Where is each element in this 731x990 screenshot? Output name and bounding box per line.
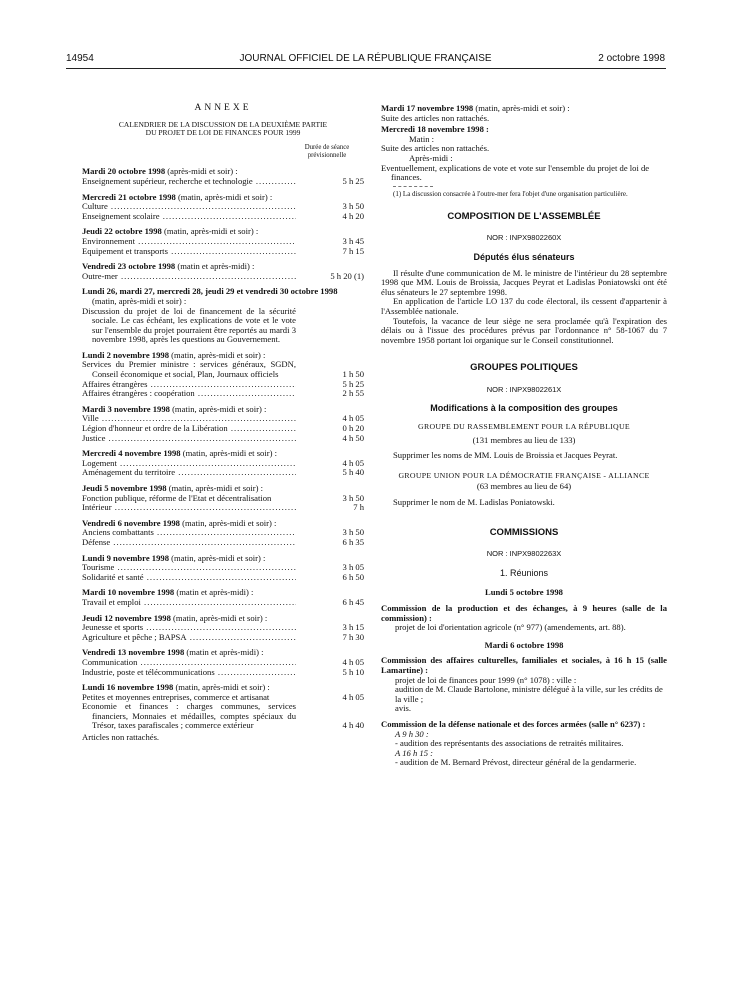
calendar-day xyxy=(82,588,364,607)
calendar-day xyxy=(82,262,364,281)
composition-paragraph: Il résulte d'une communication de M. le ministre de l'intérieur du 28 septembre 1998 que MM. Louis de Broissia, Jacques Peyrat et Ladislas Poniatowski ont été élus sénateurs le 27 septembre 1998. xyxy=(381,267,667,297)
day-date: Jeudi 12 novembre 1998 xyxy=(82,612,171,623)
agenda-label: Logement ..... xyxy=(82,459,296,469)
agenda-label: Discussion du projet de loi de financement de la sécurité sociale. Le cas échéant, les explications de vote et le vote sur l'ensemble du projet pourraient être reportés au mardi 3 novembre 1998, après les questions au Gouvernement. xyxy=(82,305,296,345)
calendar-day xyxy=(82,554,364,583)
calendar-title xyxy=(82,121,364,139)
agenda-duration: 3 h 15 xyxy=(342,622,364,633)
day-session: (matin, après-midi et soir) : xyxy=(92,295,187,306)
agenda-row xyxy=(82,360,364,379)
composition-subtitle: Députés élus sénateurs xyxy=(473,251,575,262)
day-date: Jeudi 22 octobre 1998 xyxy=(82,226,162,237)
day-date: Mercredi 18 novembre 1998 : xyxy=(381,124,489,135)
day-heading xyxy=(82,193,364,203)
commissions-subtitle: 1. Réunions xyxy=(499,567,549,578)
agenda-label: Industrie, poste et télécommunications ..... xyxy=(82,668,296,678)
agenda-duration: 7 h 30 xyxy=(342,631,364,642)
day-heading xyxy=(82,648,364,658)
agenda-duration: 7 h xyxy=(353,502,364,513)
day-session: (matin et après-midi) : xyxy=(184,647,264,658)
calendar-day xyxy=(82,648,364,677)
day-heading xyxy=(82,227,364,237)
group-name: GROUPE UNION POUR LA DÉMOCRATIE FRANÇAISE - ALLIANCE xyxy=(398,470,650,480)
agenda-duration: 4 h 05 xyxy=(342,457,364,468)
agenda-row xyxy=(82,272,364,282)
calendar-day xyxy=(82,167,364,186)
day-session: (matin, après-midi et soir) : xyxy=(161,226,259,237)
agenda-row xyxy=(82,563,364,573)
commissions-nor: NOR : INPX9802263X xyxy=(486,549,562,559)
groupes-heading: GROUPES POLITIQUES xyxy=(470,362,578,374)
agenda-label: Agriculture et pêche ; BAPSA ..... xyxy=(82,633,296,643)
agenda-duration: 3 h 50 xyxy=(342,527,364,538)
agenda-item: avis. xyxy=(395,703,411,714)
agenda-line: Après-midi : xyxy=(409,152,453,163)
agenda-row xyxy=(82,623,364,633)
calendar-day xyxy=(82,614,364,643)
commission-name: Commission des affaires culturelles, familiales et sociales, à 16 h 15 (salle Lamartine) : xyxy=(381,655,667,675)
agenda-label: Fonction publique, réforme de l'Etat et décentralisation xyxy=(82,492,272,503)
meeting-date: Mardi 6 octobre 1998 xyxy=(484,639,564,650)
calendar-day xyxy=(82,519,364,548)
commissions-heading: COMMISSIONS xyxy=(489,526,559,538)
day-heading xyxy=(82,405,364,415)
agenda-row xyxy=(82,702,364,731)
day-session: (matin, après-midi et soir) : xyxy=(175,191,273,202)
commission-entry xyxy=(381,604,667,623)
day-session: (matin et après-midi) : xyxy=(175,261,255,272)
calendar-tail: Articles non rattachés. xyxy=(82,732,160,743)
calendar-title-line: DU PROJET DE LOI DE FINANCES POUR 1999 xyxy=(145,128,301,138)
agenda-line: Suite des articles non rattachés. xyxy=(381,143,490,154)
agenda-label: Equipement et transports ..... xyxy=(82,247,296,257)
agenda-item: projet de loi d'orientation agricole (n° 977) (amendements, art. 88). xyxy=(395,622,626,633)
agenda-label: Petites et moyennes entreprises, commerce et artisanat xyxy=(82,691,270,702)
calendar-continuation xyxy=(381,104,667,183)
agenda-label: Justice ..... xyxy=(82,434,296,444)
day-date: Vendredi 23 octobre 1998 xyxy=(82,261,176,272)
agenda-duration: 3 h 05 xyxy=(342,562,364,573)
agenda-duration: 2 h 55 xyxy=(342,388,364,399)
agenda-label: Jeunesse et sports ..... xyxy=(82,623,296,633)
day-date: Mercredi 21 octobre 1998 xyxy=(82,191,176,202)
day-session: (matin, après-midi et soir) : xyxy=(179,517,277,528)
day-date: Mardi 17 novembre 1998 xyxy=(381,103,474,113)
agenda-duration: 5 h 10 xyxy=(342,666,364,677)
day-heading xyxy=(82,588,364,598)
group-count: (63 membres au lieu de 64) xyxy=(476,481,572,492)
agenda-duration: 6 h 35 xyxy=(342,536,364,547)
agenda-duration: 3 h 50 xyxy=(342,492,364,503)
agenda-label: Communication ..... xyxy=(82,658,296,668)
calendar-days xyxy=(82,167,364,731)
day-session: (matin, après-midi et soir) : xyxy=(173,682,270,693)
agenda-duration: 4 h 05 xyxy=(342,656,364,667)
footnote-separator xyxy=(393,186,433,187)
agenda-duration: 3 h 50 xyxy=(342,201,364,212)
agenda-duration: 5 h 20 (1) xyxy=(330,270,364,281)
day-date: Lundi 9 novembre 1998 xyxy=(82,552,169,563)
agenda-row xyxy=(82,212,364,222)
day-heading xyxy=(82,167,364,177)
agenda-label: Anciens combattants ..... xyxy=(82,528,296,538)
agenda-label: Economie et finances : charges communes, services financiers, Monnaies et médailles, comptes spéciaux du Trésor, taxes parafiscales ; commerce extérieur xyxy=(82,701,296,731)
day-session: (matin, après-midi et soir) : xyxy=(473,103,570,113)
day-date: Mardi 3 novembre 1998 xyxy=(82,403,170,414)
day-heading xyxy=(82,519,364,529)
calendar-title-line: CALENDRIER DE LA DISCUSSION DE LA DEUXIÈME PARTIE xyxy=(118,119,328,129)
annexe-heading: ANNEXE xyxy=(194,103,252,113)
agenda-label: Enseignement scolaire ..... xyxy=(82,212,296,222)
day-session: (matin, après-midi et soir) : xyxy=(169,552,266,563)
agenda-duration: 6 h 50 xyxy=(342,571,364,582)
calendar-day xyxy=(381,125,667,183)
agenda-row xyxy=(82,434,364,444)
commission-entry xyxy=(381,656,667,675)
agenda-label: Affaires étrangères ..... xyxy=(82,380,296,390)
day-heading xyxy=(82,554,364,564)
group-change: Supprimer les noms de MM. Louis de Broissia et Jacques Peyrat. xyxy=(393,450,618,461)
agenda-row xyxy=(82,247,364,257)
day-session: (matin, après-midi et soir) : xyxy=(169,403,267,414)
group-name: GROUPE DU RASSEMBLEMENT POUR LA RÉPUBLIQUE xyxy=(418,422,630,432)
composition-heading: COMPOSITION DE L'ASSEMBLÉE xyxy=(447,210,601,222)
agenda-row xyxy=(82,424,364,434)
agenda-duration: 6 h 45 xyxy=(342,596,364,607)
agenda-label: Travail et emploi ..... xyxy=(82,598,296,608)
agenda-row xyxy=(82,573,364,583)
groupes-nor: NOR : INPX9802261X xyxy=(486,384,562,394)
commission-name: Commission de la défense nationale et des forces armées (salle n° 6237) : xyxy=(381,718,646,729)
agenda-row xyxy=(82,389,364,399)
day-date: Mardi 10 novembre 1998 xyxy=(82,587,175,598)
agenda-line: Eventuellement, explications de vote et vote sur l'ensemble du projet de loi de finances. xyxy=(381,162,650,183)
agenda-duration: 7 h 15 xyxy=(342,245,364,256)
day-heading xyxy=(82,449,364,459)
left-column xyxy=(82,104,364,743)
group-count: (131 membres au lieu de 133) xyxy=(472,434,576,445)
composition-paragraph: En application de l'article LO 137 du code électoral, ils cessent d'appartenir à l'Assemblée nationale. xyxy=(381,296,667,316)
header-rule xyxy=(66,68,666,69)
calendar-day xyxy=(82,193,364,222)
agenda-duration: 4 h 05 xyxy=(342,413,364,424)
agenda-row xyxy=(82,237,364,247)
meeting-date: Lundi 5 octobre 1998 xyxy=(485,587,563,598)
calendar-day xyxy=(82,351,364,399)
right-column xyxy=(381,104,667,768)
issue-date: 2 octobre 1998 xyxy=(598,53,665,64)
agenda-duration: 1 h 50 xyxy=(342,369,364,380)
calendar-day xyxy=(82,683,364,731)
agenda-label: Enseignement supérieur, recherche et technologie ..... xyxy=(82,177,296,187)
commission-name: Commission de la production et des échanges, à 9 heures (salle de la commission) : xyxy=(381,603,667,623)
agenda-time: A 9 h 30 : xyxy=(395,728,429,739)
calendar-day xyxy=(82,484,364,513)
agenda-label: Légion d'honneur et ordre de la Libération ..... xyxy=(82,424,296,434)
agenda-row xyxy=(82,459,364,469)
agenda-time: A 16 h 15 : xyxy=(395,747,434,758)
agenda-duration: 4 h 05 xyxy=(342,691,364,702)
calendar-day xyxy=(82,287,364,345)
agenda-duration: 5 h 25 xyxy=(342,175,364,186)
agenda-row xyxy=(82,538,364,548)
agenda-duration: 3 h 45 xyxy=(342,235,364,246)
calendar-day xyxy=(381,104,667,123)
agenda-label: Affaires étrangères : coopération ..... xyxy=(82,389,296,399)
day-date: Vendredi 13 novembre 1998 xyxy=(82,647,185,658)
day-date: Lundi 16 novembre 1998 xyxy=(82,682,174,693)
agenda-label: Solidarité et santé ..... xyxy=(82,573,296,583)
composition-nor: NOR : INPX9802260X xyxy=(486,233,562,243)
agenda-line: Suite des articles non rattachés. xyxy=(381,112,490,123)
day-session: (après-midi et soir) : xyxy=(165,166,238,177)
composition-paragraph: Toutefois, la vacance de leur siège ne sera proclamée qu'à l'expiration des délais ou à l'issue des procédures prévus par l'ordonnance n° 58-1067 du 7 novembre 1958 portant loi organique sur le Conseil constitutionnel. xyxy=(381,315,667,345)
agenda-label: Services du Premier ministre : services généraux, SGDN, Conseil économique et social, Plan, Journaux officiels xyxy=(82,359,296,380)
duration-header-line: Durée de séance xyxy=(304,144,350,152)
agenda-duration: 5 h 25 xyxy=(342,378,364,389)
agenda-label: Environnement ..... xyxy=(82,237,296,247)
day-heading xyxy=(82,614,364,624)
day-date: Mercredi 4 novembre 1998 xyxy=(82,448,181,459)
agenda-item: - audition des représentants des associations de retraités militaires. xyxy=(395,738,624,749)
agenda-label: Défense ..... xyxy=(82,538,296,548)
day-date: Jeudi 5 novembre 1998 xyxy=(82,483,167,493)
agenda-line: Matin : xyxy=(409,133,435,144)
agenda-duration: 4 h 40 xyxy=(342,720,364,731)
agenda-row xyxy=(82,503,364,513)
agenda-row xyxy=(82,414,364,424)
agenda-item: - audition de M. Bernard Prévost, directeur général de la gendarmerie. xyxy=(395,757,637,768)
day-session: (matin, après-midi et soir) : xyxy=(169,349,266,360)
agenda-row xyxy=(82,528,364,538)
agenda-label: Aménagement du territoire ..... xyxy=(82,468,296,478)
agenda-item: audition de M. Claude Bartolone, ministre délégué à la ville, sur les crédits de la ville ; xyxy=(395,684,663,704)
duration-header-line: prévisionnelle xyxy=(307,151,347,159)
duration-column-header xyxy=(290,144,364,159)
agenda-row xyxy=(82,633,364,643)
day-heading xyxy=(82,262,364,272)
group-change: Supprimer le nom de M. Ladislas Poniatowski. xyxy=(393,497,555,508)
agenda-label: Outre-mer ..... xyxy=(82,272,296,282)
day-date: Lundi 26, mardi 27, mercredi 28, jeudi 29 et vendredi 30 octobre 1998 xyxy=(82,286,338,297)
day-date: Lundi 2 novembre 1998 xyxy=(82,349,169,360)
agenda-row xyxy=(82,494,364,504)
agenda-row xyxy=(82,202,364,212)
agenda-row xyxy=(82,598,364,608)
agenda-row xyxy=(82,658,364,668)
groupes-subtitle: Modifications à la composition des groupes xyxy=(430,403,618,414)
agenda-duration: 4 h 50 xyxy=(342,432,364,443)
agenda-label: Tourisme ..... xyxy=(82,563,296,573)
agenda-item: projet de loi de finances pour 1999 (n° 1078) : ville : xyxy=(395,674,577,685)
calendar-day xyxy=(82,227,364,256)
day-session: (matin, après-midi et soir) : xyxy=(166,483,264,493)
agenda-row xyxy=(82,668,364,678)
agenda-row xyxy=(82,380,364,390)
agenda-label: Intérieur ..... xyxy=(82,503,296,513)
agenda-row xyxy=(82,468,364,478)
calendar-day xyxy=(82,449,364,478)
day-session: (matin, après-midi et soir) : xyxy=(170,612,268,623)
agenda-row xyxy=(82,307,364,345)
day-session: (matin, après-midi et soir) : xyxy=(180,448,277,459)
page-number: 14954 xyxy=(66,53,94,64)
agenda-row xyxy=(82,177,364,187)
day-date: Mardi 20 octobre 1998 xyxy=(82,166,166,177)
footnote: (1) La discussion consacrée à l'outre-mer fera l'objet d'une organisation particulière. xyxy=(393,189,628,198)
journal-title: JOURNAL OFFICIEL DE LA RÉPUBLIQUE FRANÇAISE xyxy=(239,53,492,64)
day-session: (matin et après-midi) : xyxy=(174,587,254,598)
agenda-label: Ville ..... xyxy=(82,414,296,424)
day-date: Vendredi 6 novembre 1998 xyxy=(82,517,180,528)
agenda-label: Culture ..... xyxy=(82,202,296,212)
calendar-day xyxy=(82,405,364,443)
agenda-duration: 5 h 40 xyxy=(342,467,364,478)
agenda-duration: 0 h 20 xyxy=(342,423,364,434)
day-heading xyxy=(82,287,364,306)
agenda-duration: 4 h 20 xyxy=(342,210,364,221)
